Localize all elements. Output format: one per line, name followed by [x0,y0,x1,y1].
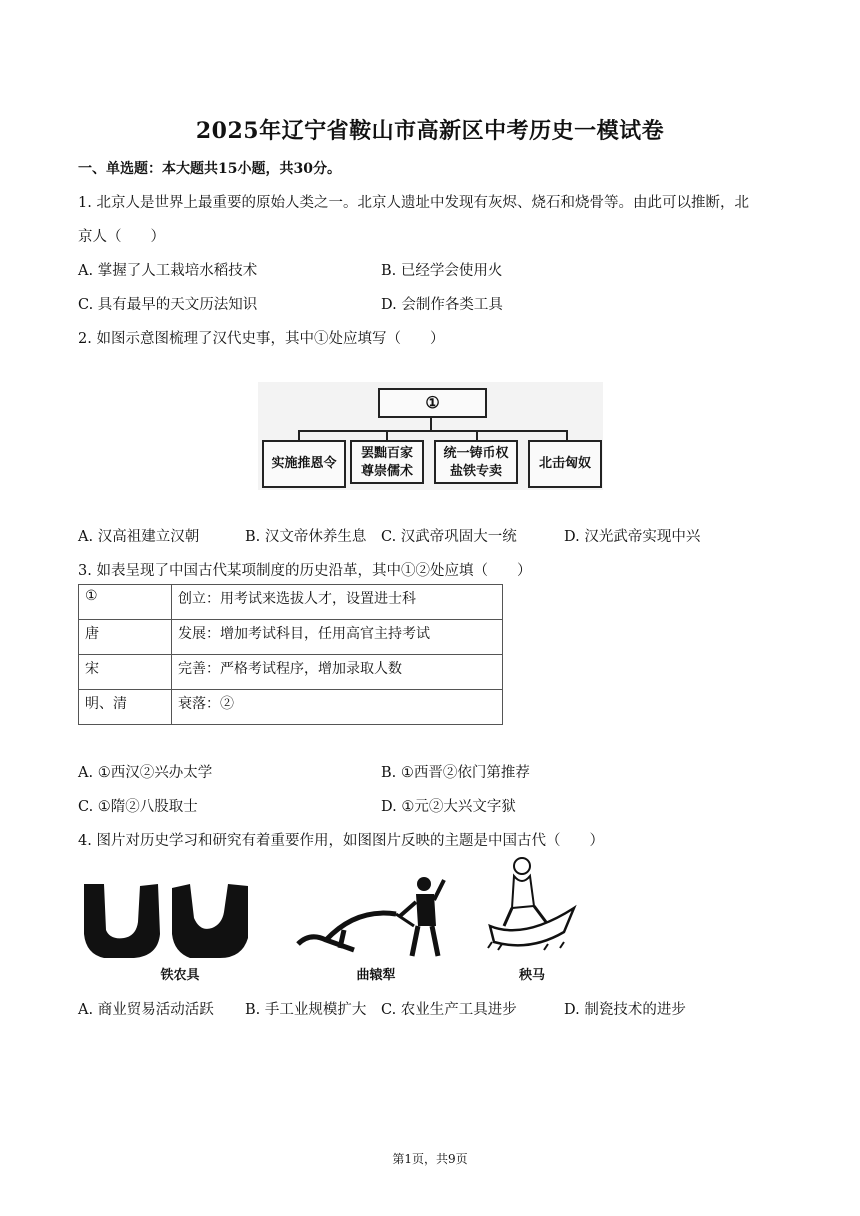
q4-stem: 4. 图片对历史学习和研究有着重要作用，如图图片反映的主题是中国古代（ ） [78,833,604,849]
curved-plough-illustration [296,872,458,958]
diagram-box-4-text: 北击匈奴 [538,456,591,471]
diagram-top-label: ① [425,393,440,412]
section-heading: 一、单选题：本大题共15小题，共30分。 [78,161,341,177]
diagram-top-box [378,388,487,418]
exam-system-table [78,584,503,725]
table-cell-desc: 衰落：② [172,690,503,725]
diagram-box-3-line2: 盐铁专卖 [449,464,502,479]
table-cell-period: 明、清 [79,690,172,725]
diagram-box-2-line2: 尊崇儒术 [360,464,413,479]
table-cell-desc: 创立：用考试来选拔人才，设置进士科 [172,585,503,620]
seedling-horse-illustration [484,856,580,956]
table-cell-period: 唐 [79,620,172,655]
q1-stem-line1: 1. 北京人是世界上最重要的原始人类之一。北京人遗址中发现有灰烬、烧石和烧骨等。由此可以推断，北 [78,195,749,211]
table-row [79,655,503,690]
q4-option-c: C. 农业生产工具进步 [381,1002,517,1018]
diagram-connector-drop-1 [298,430,300,440]
q4-option-b: B. 手工业规模扩大 [245,1002,367,1018]
image-caption-seedling-horse: 秧马 [518,968,545,983]
diagram-connector-drop-2 [386,430,388,440]
diagram-box-1 [262,440,346,488]
iron-tools-illustration [80,878,252,960]
table-cell-period: ① [79,585,172,620]
table-row [79,690,503,725]
table-row [79,585,503,620]
q3-stem: 3. 如表呈现了中国古代某项制度的历史沿革，其中①②处应填（ ） [78,563,532,579]
diagram-connector-drop-4 [566,430,568,440]
diagram-connector-drop-3 [476,430,478,440]
q1-option-b: B. 已经学会使用火 [381,263,503,279]
table-cell-desc: 发展：增加考试科目，任用高官主持考试 [172,620,503,655]
diagram-box-2-line1: 罢黜百家 [360,446,413,461]
q2-stem: 2. 如图示意图梳理了汉代史事，其中①处应填写（ ） [78,331,445,347]
diagram-connector-vertical [430,416,432,430]
diagram-connector-horizontal [298,430,568,432]
q2-option-d: D. 汉光武帝实现中兴 [564,529,701,545]
han-history-diagram [258,382,603,490]
table-cell-desc: 完善：严格考试程序，增加录取人数 [172,655,503,690]
q4-option-d: D. 制瓷技术的进步 [564,1002,686,1018]
table-row [79,620,503,655]
page-title: 2025年辽宁省鞍山市高新区中考历史一模试卷 [195,118,665,144]
q1-option-c: C. 具有最早的天文历法知识 [78,297,258,313]
q4-option-a: A. 商业贸易活动活跃 [78,1002,214,1018]
diagram-box-1-text: 实施推恩令 [271,456,337,471]
q1-option-d: D. 会制作各类工具 [381,297,503,313]
q2-option-c: C. 汉武帝巩固大一统 [381,529,517,545]
q3-option-b: B. ①西晋②依门第推荐 [381,765,530,781]
q1-stem-line2: 京人（ ） [78,229,165,245]
q2-option-b: B. 汉文帝休养生息 [245,529,367,545]
image-caption-curved-plough: 曲辕犁 [356,968,396,983]
q1-option-a: A. 掌握了人工栽培水稻技术 [78,263,258,279]
page-footer: 第1页，共9页 [392,1152,468,1166]
diagram-box-2 [350,440,424,484]
q3-option-a: A. ①西汉②兴办太学 [78,765,213,781]
table-cell-period: 宋 [79,655,172,690]
image-caption-iron-tools: 铁农具 [160,968,200,983]
q3-option-c: C. ①隋②八股取士 [78,799,198,815]
diagram-box-4 [528,440,602,488]
q3-option-d: D. ①元②大兴文字狱 [381,799,516,815]
diagram-box-3-line1: 统一铸币权 [443,446,509,461]
diagram-box-3 [434,440,518,484]
q2-option-a: A. 汉高祖建立汉朝 [78,529,200,545]
